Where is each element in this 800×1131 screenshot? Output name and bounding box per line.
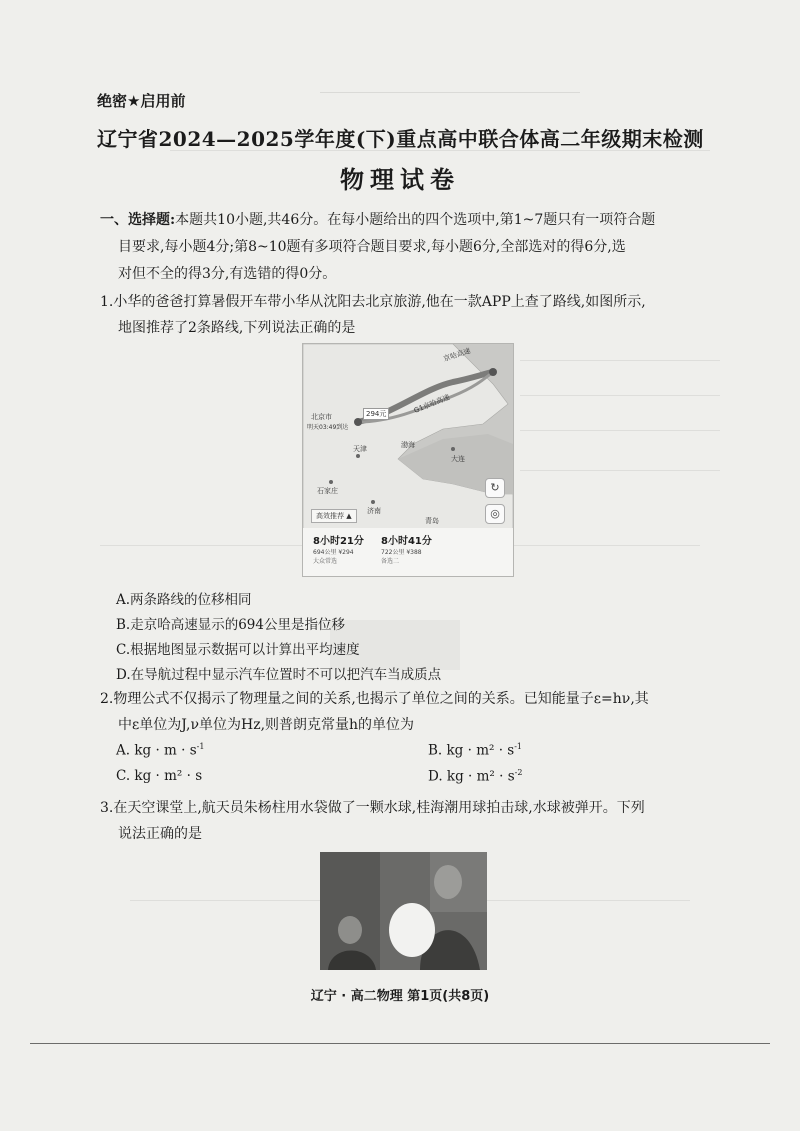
highway-label-2: G1京哈高速 — [412, 393, 452, 415]
city-tianjin: 天津 — [353, 445, 367, 453]
section-heading: 一、选择题: — [100, 212, 176, 228]
astronaut-right-head — [434, 865, 462, 899]
start-marker — [489, 368, 497, 376]
recommend-button[interactable]: 高效推荐 ▲ — [311, 509, 357, 523]
price-tag[interactable]: 294元 — [363, 408, 389, 420]
section-intro-line2: 目要求,每小题4分;第8~10题有多项符合题目要求,每小题6分,全部选对的得6分,选 — [118, 239, 626, 255]
route2-time: 8小时41分 — [381, 536, 432, 547]
photo-illustration — [320, 852, 487, 970]
city-qingdao: 青岛 — [425, 517, 439, 525]
q1-option-b: B.走京哈高速显示的694公里是指位移 — [116, 617, 345, 633]
q2-option-d — [428, 768, 522, 785]
subject-title: 物理试卷 — [340, 166, 460, 194]
q1-stem-line1: 1.小华的爸爸打算暑假开车带小华从沈阳去北京旅游,他在一款APP上查了路线,如图所示, — [100, 294, 646, 310]
q2-option-a-exp: -1 — [196, 742, 205, 751]
route1-tag: 大众常选 — [313, 558, 338, 565]
route-option-2[interactable] — [381, 532, 432, 565]
highway-label-1: 京哈高速 — [442, 346, 472, 364]
q2-option-b-exp: -1 — [514, 742, 523, 751]
route-option-1[interactable] — [313, 532, 364, 565]
beijing-arrival-note: 明天03:49到达 — [307, 424, 349, 431]
q2-option-b-text: B. kg · m² · s — [428, 742, 515, 759]
q3-stem-line1: 3.在天空课堂上,航天员朱杨柱用水袋做了一颗水球,桂海潮用球拍击球,水球被弹开。下列 — [100, 800, 645, 816]
q2-option-b — [428, 742, 522, 759]
city-beijing: 北京市 — [311, 413, 332, 421]
q2-option-d-text: D. kg · m² · s — [428, 768, 515, 785]
city-shijiazhuang: 石家庄 — [317, 487, 338, 495]
route-options-panel — [303, 528, 513, 576]
page-footer: 辽宁 · 高二物理 第1页(共8页) — [310, 989, 490, 1004]
sea-bohai: 渤海 — [401, 441, 415, 449]
refresh-icon[interactable]: ↻ — [485, 478, 505, 498]
end-marker — [354, 418, 362, 426]
q1-option-d: D.在导航过程中显示汽车位置时不可以把汽车当成质点 — [116, 667, 442, 683]
secret-label: 绝密★启用前 — [97, 92, 186, 110]
section-intro-text1: 本题共10小题,共46分。在每小题给出的四个选项中,第1~7题只有一项符合题 — [175, 212, 656, 228]
route1-time: 8小时21分 — [313, 536, 364, 547]
q2-option-a — [116, 742, 204, 759]
q1-stem-line2: 地图推荐了2条路线,下列说法正确的是 — [118, 320, 356, 336]
route1-detail: 694公里 ¥294 — [313, 549, 354, 556]
q2-option-c: C. kg · m² · s — [116, 768, 203, 784]
city-dalian: 大连 — [451, 455, 465, 463]
q2-stem-line1: 2.物理公式不仅揭示了物理量之间的关系,也揭示了单位之间的关系。已知能量子ε=hν,其 — [100, 691, 649, 707]
q2-option-a-text: A. kg · m · s — [116, 742, 197, 759]
space-class-photo — [320, 852, 487, 970]
bottom-rule — [30, 1043, 770, 1044]
route2-tag: 备选二 — [381, 558, 400, 565]
q1-option-c: C.根据地图显示数据可以计算出平均速度 — [116, 642, 360, 658]
section-intro-line3: 对但不全的得3分,有选错的得0分。 — [118, 266, 337, 282]
q2-option-d-exp: -2 — [514, 768, 523, 777]
section-intro-line1 — [100, 208, 655, 232]
q2-stem-line2: 中ε单位为J,ν单位为Hz,则普朗克常量h的单位为 — [118, 717, 415, 733]
locate-icon[interactable]: ◎ — [485, 504, 505, 524]
route-map-figure — [302, 343, 514, 577]
route2-detail: 722公里 ¥388 — [381, 549, 422, 556]
q1-option-a: A.两条路线的位移相同 — [116, 592, 252, 608]
exam-title: 辽宁省2024—2025学年度(下)重点高中联合体高二年级期末检测 — [97, 127, 704, 151]
water-ball — [389, 903, 435, 957]
astronaut-left-head — [338, 916, 362, 944]
q3-stem-line2: 说法正确的是 — [118, 826, 202, 842]
city-jinan: 济南 — [367, 507, 381, 515]
